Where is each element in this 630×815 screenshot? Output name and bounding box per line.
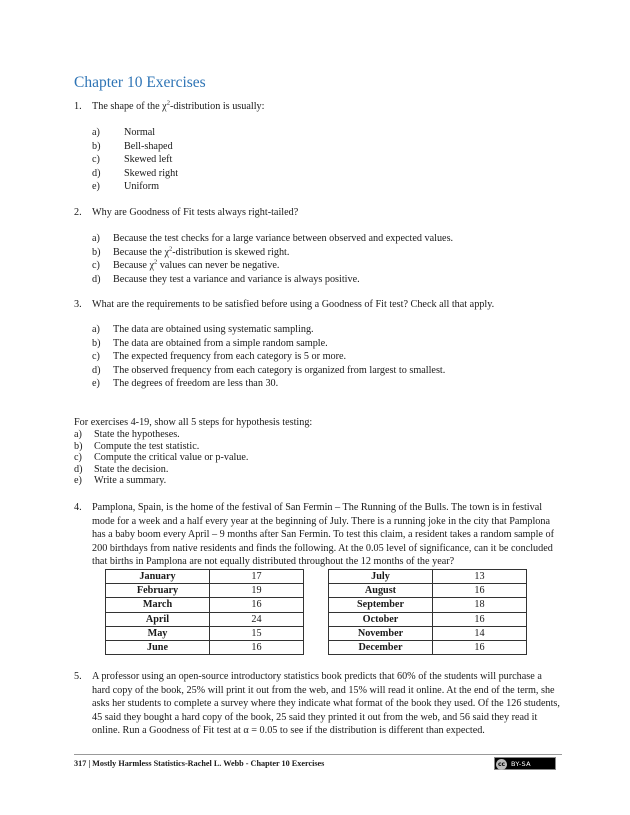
option-text bbox=[113, 259, 279, 273]
month-cell: February bbox=[106, 584, 210, 598]
option-text: Bell-shaped bbox=[124, 140, 173, 152]
step-item bbox=[74, 475, 562, 487]
option-letter: b) bbox=[92, 246, 101, 258]
births-table-right bbox=[328, 569, 527, 655]
step-letter: e) bbox=[74, 475, 82, 487]
hypothesis-steps bbox=[74, 416, 562, 487]
step-text: State the decision. bbox=[94, 463, 169, 475]
option-text-part: Because χ bbox=[113, 260, 155, 272]
step-item bbox=[74, 464, 562, 476]
step-letter: d) bbox=[74, 463, 83, 475]
option-item bbox=[92, 337, 562, 351]
step-letter: c) bbox=[74, 452, 82, 464]
step-text: Write a summary. bbox=[94, 475, 167, 487]
superscript: 2 bbox=[169, 245, 173, 253]
option-text-part: values can never be negative. bbox=[157, 260, 280, 272]
option-letter: a) bbox=[92, 127, 100, 138]
option-text: Uniform bbox=[124, 181, 160, 193]
option-text: The expected frequency from each category is 5 or more. bbox=[113, 351, 347, 363]
month-cell: July bbox=[329, 570, 433, 584]
question-text: What are the requirements to be satisfied before using a Goodness of Fit test? Check all that apply. bbox=[92, 299, 495, 310]
month-cell: October bbox=[329, 612, 433, 626]
option-item bbox=[92, 350, 562, 364]
option-text: Skewed left bbox=[124, 154, 173, 166]
count-cell: 17 bbox=[210, 570, 304, 584]
cc-icon: cc bbox=[497, 760, 506, 768]
question-number: 2. bbox=[74, 207, 82, 218]
question-1 bbox=[74, 100, 562, 114]
option-letter: e) bbox=[92, 181, 100, 193]
option-text-part: Because the χ bbox=[113, 246, 170, 258]
question-text: Why are Goodness of Fit tests always right-tailed? bbox=[92, 207, 299, 218]
table-row bbox=[329, 612, 527, 626]
step-item bbox=[74, 429, 562, 441]
month-cell: June bbox=[106, 640, 210, 654]
option-item bbox=[92, 364, 562, 378]
option-text: The data are obtained using systematic sampling. bbox=[113, 324, 314, 335]
month-cell: December bbox=[329, 640, 433, 654]
option-text: Because they test a variance and variance is always positive. bbox=[113, 273, 360, 285]
table-row bbox=[329, 584, 527, 598]
month-cell: January bbox=[106, 570, 210, 584]
step-letter: b) bbox=[74, 440, 83, 452]
question-text: Pamplona, Spain, is the home of the festival of San Fermin – The Running of the Bulls. The town is in festival mode for a week and a half every year at the beginning of July. There is a running joke in the city that Pamplona has a baby boom every April – 9 months after San Fermin. To test this claim, a resident takes a random sample of 200 birthdays from native residents and finds the following. At the 0.05 level of significance, can it be concluded that births in Pamplona are not equally distributed throughout the 12 months of the year? bbox=[92, 502, 554, 567]
option-text bbox=[113, 246, 289, 260]
question-5 bbox=[74, 670, 562, 738]
question-3-options bbox=[92, 323, 562, 391]
option-item bbox=[92, 246, 562, 260]
option-letter: b) bbox=[92, 140, 101, 152]
count-cell: 16 bbox=[433, 612, 527, 626]
option-item bbox=[92, 259, 562, 273]
count-cell: 18 bbox=[433, 598, 527, 612]
table-row bbox=[329, 640, 527, 654]
count-cell: 16 bbox=[433, 584, 527, 598]
option-item bbox=[92, 153, 562, 167]
option-letter: b) bbox=[92, 337, 101, 349]
option-item bbox=[92, 167, 562, 181]
step-text: Compute the test statistic. bbox=[94, 440, 200, 452]
count-cell: 24 bbox=[210, 612, 304, 626]
option-text: The data are obtained from a simple random sample. bbox=[113, 337, 328, 349]
step-letter: a) bbox=[74, 429, 82, 440]
table-row bbox=[106, 570, 304, 584]
footer-divider bbox=[74, 754, 562, 755]
table-row bbox=[106, 612, 304, 626]
question-1-options bbox=[92, 126, 562, 194]
step-item bbox=[74, 452, 562, 464]
option-text: The degrees of freedom are less than 30. bbox=[113, 378, 279, 390]
option-letter: c) bbox=[92, 351, 100, 363]
question-4 bbox=[74, 501, 562, 569]
option-item bbox=[92, 180, 562, 194]
chapter-title: Chapter 10 Exercises bbox=[74, 74, 206, 91]
option-letter: c) bbox=[92, 260, 100, 272]
option-letter: a) bbox=[92, 233, 100, 244]
question-number: 5. bbox=[74, 671, 82, 682]
cc-license-badge bbox=[494, 757, 556, 770]
table-row bbox=[329, 570, 527, 584]
option-item bbox=[92, 273, 562, 287]
count-cell: 16 bbox=[210, 640, 304, 654]
month-cell: March bbox=[106, 598, 210, 612]
count-cell: 16 bbox=[210, 598, 304, 612]
month-cell: November bbox=[329, 626, 433, 640]
question-2-options bbox=[92, 232, 562, 286]
count-cell: 16 bbox=[433, 640, 527, 654]
option-item bbox=[92, 323, 562, 337]
question-number: 4. bbox=[74, 502, 82, 513]
count-cell: 19 bbox=[210, 584, 304, 598]
option-text: Skewed right bbox=[124, 167, 179, 179]
count-cell: 13 bbox=[433, 570, 527, 584]
step-item bbox=[74, 441, 562, 453]
option-item bbox=[92, 377, 562, 391]
option-letter: d) bbox=[92, 364, 101, 376]
option-letter: d) bbox=[92, 167, 101, 179]
question-number: 1. bbox=[74, 101, 82, 112]
superscript: 2 bbox=[154, 258, 158, 266]
month-cell: April bbox=[106, 612, 210, 626]
question-2 bbox=[74, 206, 562, 220]
month-cell: August bbox=[329, 584, 433, 598]
step-text: State the hypotheses. bbox=[94, 429, 180, 440]
option-letter: d) bbox=[92, 273, 101, 285]
month-cell: September bbox=[329, 598, 433, 612]
license-text: BY-SA bbox=[511, 760, 531, 768]
table-row bbox=[329, 598, 527, 612]
table-row bbox=[106, 640, 304, 654]
step-text: Compute the critical value or p-value. bbox=[94, 452, 249, 464]
option-letter: c) bbox=[92, 154, 100, 166]
option-item bbox=[92, 140, 562, 154]
superscript: 2 bbox=[166, 99, 170, 107]
option-letter: e) bbox=[92, 378, 100, 390]
option-text: The observed frequency from each category is organized from largest to smallest. bbox=[113, 364, 446, 376]
option-item bbox=[92, 126, 562, 140]
question-text bbox=[92, 100, 562, 114]
option-letter: a) bbox=[92, 324, 100, 335]
question-text: A professor using an open-source introductory statistics book predicts that 60% of the students will purchase a hard copy of the book, 25% will print it out from the web, and 15% will read it online. At the end of the term, she asks her students to complete a survey where they indicate what format of the book they used. Of the 126 students, 45 said they bought a hard copy of the book, 25 said they printed it out from the web, and 56 said they read it online. Run a Goodness of Fit test at α = 0.05 to see if the distribution is different than expected. bbox=[92, 671, 560, 736]
option-text-part: -distribution is skewed right. bbox=[172, 246, 290, 258]
question-number: 3. bbox=[74, 299, 82, 310]
table-row bbox=[106, 584, 304, 598]
option-text: Because the test checks for a large variance between observed and expected values. bbox=[113, 233, 454, 244]
footer-text: 317 | Mostly Harmless Statistics-Rachel L. Webb - Chapter 10 Exercises bbox=[74, 759, 325, 768]
question-text-part: -distribution is usually: bbox=[169, 101, 265, 112]
question-3 bbox=[74, 298, 562, 312]
option-item bbox=[92, 232, 562, 246]
table-row bbox=[106, 626, 304, 640]
question-text-part: The shape of the χ bbox=[92, 101, 167, 112]
births-table-left bbox=[105, 569, 304, 655]
count-cell: 14 bbox=[433, 626, 527, 640]
table-row bbox=[106, 598, 304, 612]
count-cell: 15 bbox=[210, 626, 304, 640]
month-cell: May bbox=[106, 626, 210, 640]
table-row bbox=[329, 626, 527, 640]
steps-intro: For exercises 4-19, show all 5 steps for hypothesis testing: bbox=[74, 417, 313, 428]
option-text: Normal bbox=[124, 127, 156, 138]
